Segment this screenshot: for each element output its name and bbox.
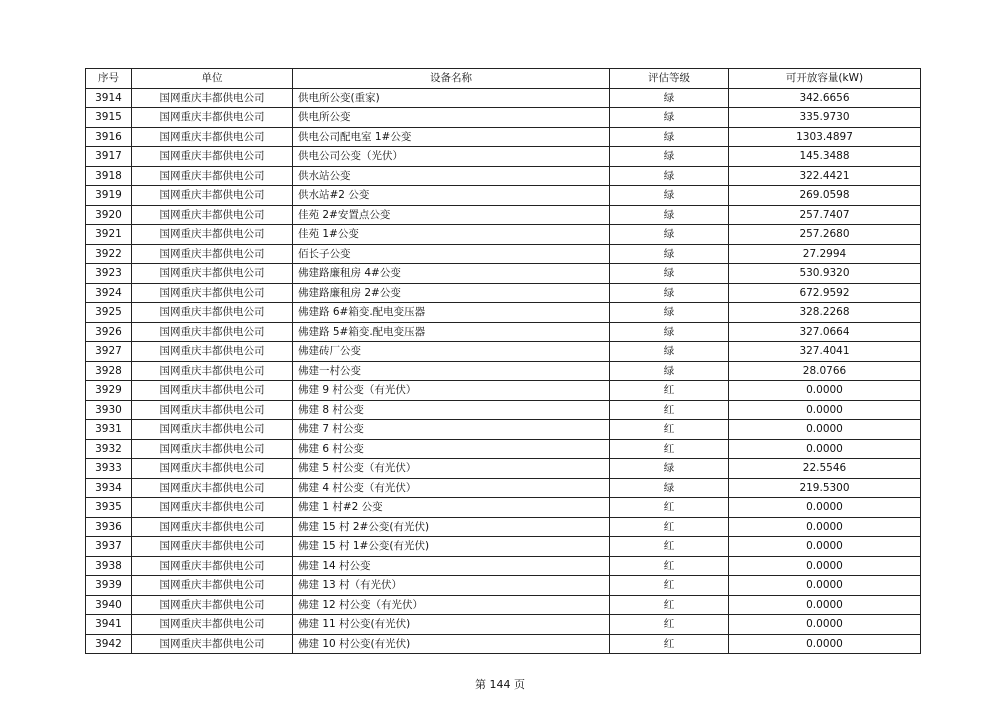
cell-grade: 红 [610,381,729,401]
page-number: 第 144 页 [475,678,525,691]
cell-seq: 3925 [86,303,132,323]
cell-device: 佛建 15 村 2#公变(有光伏) [293,517,610,537]
cell-unit: 国网重庆丰都供电公司 [132,381,293,401]
cell-grade: 红 [610,576,729,596]
cell-device: 佛建 15 村 1#公变(有光伏) [293,537,610,557]
cell-device: 佛建 10 村公变(有光伏) [293,634,610,654]
cell-grade: 红 [610,595,729,615]
table-row [86,186,921,206]
cell-unit: 国网重庆丰都供电公司 [132,361,293,381]
cell-seq: 3919 [86,186,132,206]
table-row [86,342,921,362]
cell-grade: 绿 [610,166,729,186]
cell-grade: 红 [610,517,729,537]
cell-seq: 3942 [86,634,132,654]
cell-seq: 3934 [86,478,132,498]
cell-capacity: 0.0000 [729,439,921,459]
cell-grade: 绿 [610,303,729,323]
cell-grade: 绿 [610,186,729,206]
cell-device: 供电公司配电室 1#公变 [293,127,610,147]
table-row [86,283,921,303]
table-row [86,615,921,635]
header-capacity: 可开放容量(kW) [729,69,921,89]
table-row [86,108,921,128]
cell-capacity: 0.0000 [729,556,921,576]
table-row [86,88,921,108]
header-device: 设备名称 [293,69,610,89]
cell-device: 佛建路 5#箱变.配电变压器 [293,322,610,342]
cell-grade: 绿 [610,108,729,128]
table-row [86,322,921,342]
cell-device: 佛建 8 村公变 [293,400,610,420]
table-row [86,537,921,557]
cell-seq: 3933 [86,459,132,479]
cell-device: 供电所公变(重家) [293,88,610,108]
table-row [86,556,921,576]
cell-grade: 绿 [610,244,729,264]
table-row [86,439,921,459]
cell-seq: 3935 [86,498,132,518]
table-row [86,595,921,615]
cell-seq: 3922 [86,244,132,264]
cell-capacity: 322.4421 [729,166,921,186]
cell-capacity: 0.0000 [729,634,921,654]
table-row [86,498,921,518]
table-row [86,303,921,323]
cell-seq: 3926 [86,322,132,342]
cell-device: 佛建 6 村公变 [293,439,610,459]
cell-device: 佛建路廉租房 2#公变 [293,283,610,303]
cell-grade: 红 [610,439,729,459]
cell-capacity: 530.9320 [729,264,921,284]
cell-seq: 3938 [86,556,132,576]
cell-device: 佳苑 1#公变 [293,225,610,245]
cell-grade: 绿 [610,205,729,225]
cell-capacity: 219.5300 [729,478,921,498]
cell-device: 佳苑 2#安置点公变 [293,205,610,225]
cell-capacity: 328.2268 [729,303,921,323]
cell-seq: 3917 [86,147,132,167]
cell-capacity: 257.2680 [729,225,921,245]
cell-unit: 国网重庆丰都供电公司 [132,225,293,245]
cell-device: 佛建 12 村公变（有光伏） [293,595,610,615]
cell-seq: 3918 [86,166,132,186]
cell-seq: 3914 [86,88,132,108]
table-row [86,147,921,167]
cell-seq: 3930 [86,400,132,420]
cell-capacity: 327.0664 [729,322,921,342]
cell-seq: 3929 [86,381,132,401]
table-row [86,478,921,498]
table-row [86,400,921,420]
cell-unit: 国网重庆丰都供电公司 [132,166,293,186]
cell-grade: 绿 [610,361,729,381]
cell-grade: 红 [610,537,729,557]
cell-capacity: 27.2994 [729,244,921,264]
cell-unit: 国网重庆丰都供电公司 [132,88,293,108]
cell-capacity: 0.0000 [729,381,921,401]
cell-device: 供电公司公变（光伏） [293,147,610,167]
header-grade: 评估等级 [610,69,729,89]
table-row [86,459,921,479]
cell-seq: 3923 [86,264,132,284]
cell-capacity: 0.0000 [729,615,921,635]
cell-seq: 3937 [86,537,132,557]
cell-capacity: 327.4041 [729,342,921,362]
cell-device: 供水站#2 公变 [293,186,610,206]
cell-grade: 绿 [610,322,729,342]
table-row [86,576,921,596]
cell-capacity: 145.3488 [729,147,921,167]
cell-grade: 红 [610,420,729,440]
cell-unit: 国网重庆丰都供电公司 [132,342,293,362]
table-body [86,88,921,654]
cell-unit: 国网重庆丰都供电公司 [132,127,293,147]
cell-capacity: 0.0000 [729,595,921,615]
cell-capacity: 342.6656 [729,88,921,108]
cell-device: 佛建 11 村公变(有光伏) [293,615,610,635]
cell-grade: 红 [610,556,729,576]
table-row [86,264,921,284]
cell-unit: 国网重庆丰都供电公司 [132,576,293,596]
cell-unit: 国网重庆丰都供电公司 [132,478,293,498]
table-row [86,381,921,401]
cell-capacity: 0.0000 [729,537,921,557]
cell-grade: 红 [610,634,729,654]
cell-device: 佛建 9 村公变（有光伏） [293,381,610,401]
cell-seq: 3921 [86,225,132,245]
cell-grade: 红 [610,498,729,518]
cell-device: 供水站公变 [293,166,610,186]
table-row [86,225,921,245]
cell-device: 供电所公变 [293,108,610,128]
cell-unit: 国网重庆丰都供电公司 [132,264,293,284]
header-seq: 序号 [86,69,132,89]
cell-device: 佛建一村公变 [293,361,610,381]
cell-unit: 国网重庆丰都供电公司 [132,595,293,615]
cell-capacity: 22.5546 [729,459,921,479]
cell-device: 佛建 1 村#2 公变 [293,498,610,518]
table-row [86,420,921,440]
cell-capacity: 0.0000 [729,498,921,518]
cell-device: 佛建砖厂公变 [293,342,610,362]
table-row [86,361,921,381]
cell-grade: 绿 [610,478,729,498]
cell-seq: 3916 [86,127,132,147]
cell-capacity: 0.0000 [729,400,921,420]
cell-unit: 国网重庆丰都供电公司 [132,400,293,420]
capacity-table [85,68,921,654]
cell-grade: 绿 [610,264,729,284]
cell-unit: 国网重庆丰都供电公司 [132,205,293,225]
cell-capacity: 28.0766 [729,361,921,381]
cell-seq: 3931 [86,420,132,440]
cell-grade: 绿 [610,127,729,147]
cell-unit: 国网重庆丰都供电公司 [132,420,293,440]
cell-unit: 国网重庆丰都供电公司 [132,322,293,342]
cell-capacity: 257.7407 [729,205,921,225]
table-row [86,127,921,147]
cell-capacity: 0.0000 [729,420,921,440]
cell-unit: 国网重庆丰都供电公司 [132,459,293,479]
cell-unit: 国网重庆丰都供电公司 [132,517,293,537]
cell-grade: 绿 [610,88,729,108]
cell-grade: 绿 [610,342,729,362]
table-row [86,244,921,264]
cell-device: 佰长子公变 [293,244,610,264]
cell-unit: 国网重庆丰都供电公司 [132,147,293,167]
table-row [86,517,921,537]
cell-capacity: 335.9730 [729,108,921,128]
cell-seq: 3915 [86,108,132,128]
cell-unit: 国网重庆丰都供电公司 [132,615,293,635]
cell-seq: 3932 [86,439,132,459]
cell-unit: 国网重庆丰都供电公司 [132,108,293,128]
header-unit: 单位 [132,69,293,89]
cell-capacity: 1303.4897 [729,127,921,147]
cell-grade: 绿 [610,459,729,479]
cell-seq: 3928 [86,361,132,381]
cell-capacity: 0.0000 [729,576,921,596]
cell-unit: 国网重庆丰都供电公司 [132,303,293,323]
cell-seq: 3920 [86,205,132,225]
cell-device: 佛建 5 村公变（有光伏） [293,459,610,479]
cell-unit: 国网重庆丰都供电公司 [132,634,293,654]
cell-seq: 3936 [86,517,132,537]
cell-capacity: 672.9592 [729,283,921,303]
cell-device: 佛建 13 村（有光伏） [293,576,610,596]
cell-seq: 3924 [86,283,132,303]
cell-unit: 国网重庆丰都供电公司 [132,498,293,518]
table-header-row [86,69,921,89]
cell-unit: 国网重庆丰都供电公司 [132,537,293,557]
table-row [86,634,921,654]
cell-unit: 国网重庆丰都供电公司 [132,244,293,264]
cell-unit: 国网重庆丰都供电公司 [132,186,293,206]
cell-grade: 红 [610,400,729,420]
cell-device: 佛建 7 村公变 [293,420,610,440]
table-row [86,166,921,186]
cell-seq: 3939 [86,576,132,596]
cell-seq: 3941 [86,615,132,635]
cell-seq: 3927 [86,342,132,362]
cell-device: 佛建 14 村公变 [293,556,610,576]
cell-unit: 国网重庆丰都供电公司 [132,439,293,459]
cell-unit: 国网重庆丰都供电公司 [132,556,293,576]
cell-seq: 3940 [86,595,132,615]
cell-capacity: 0.0000 [729,517,921,537]
cell-grade: 绿 [610,283,729,303]
cell-grade: 绿 [610,147,729,167]
cell-capacity: 269.0598 [729,186,921,206]
cell-unit: 国网重庆丰都供电公司 [132,283,293,303]
cell-device: 佛建路廉租房 4#公变 [293,264,610,284]
cell-grade: 绿 [610,225,729,245]
table-row [86,205,921,225]
cell-grade: 红 [610,615,729,635]
cell-device: 佛建 4 村公变（有光伏） [293,478,610,498]
cell-device: 佛建路 6#箱变.配电变压器 [293,303,610,323]
